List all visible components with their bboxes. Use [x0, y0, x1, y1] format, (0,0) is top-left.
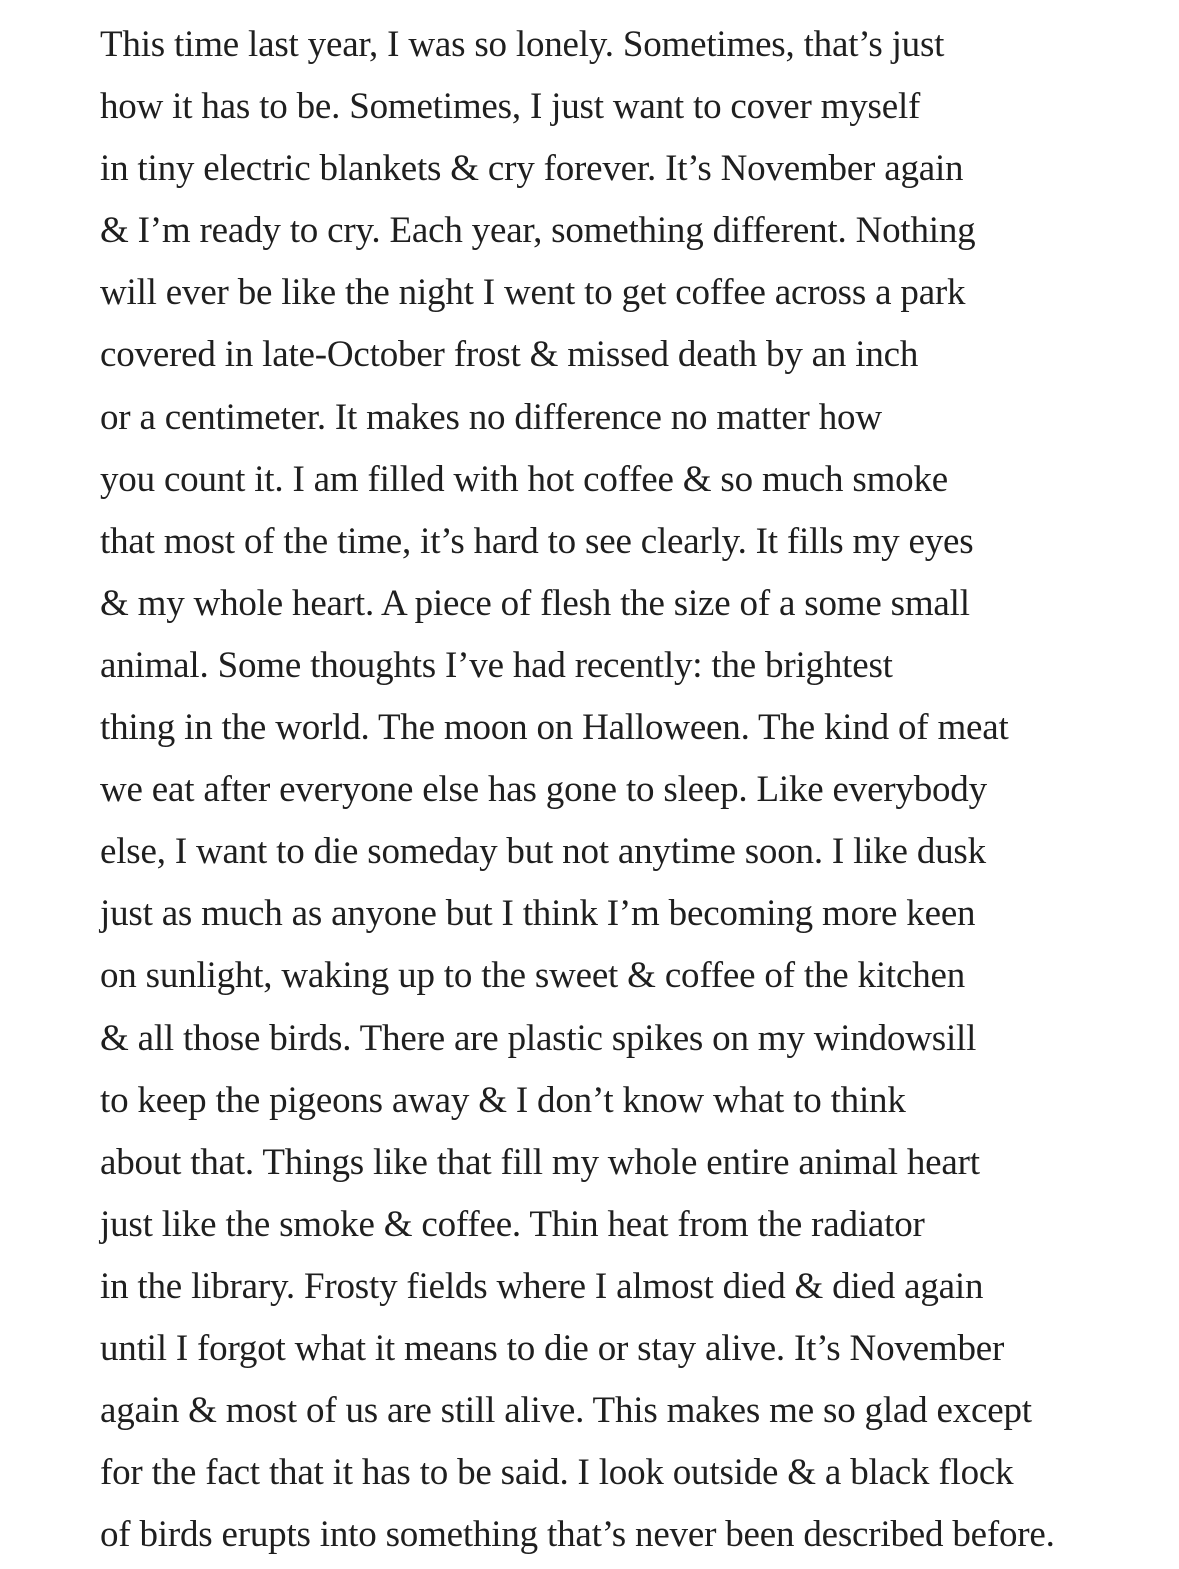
poem-line: in the library. Frosty fields where I almost died & died again — [100, 1265, 984, 1307]
poem-line: we eat after everyone else has gone to sleep. Like everybody — [100, 769, 987, 811]
poem-line: or a centimeter. It makes no difference no matter how — [100, 396, 882, 438]
poem-line: else, I want to die someday but not anytime soon. I like dusk — [100, 831, 986, 873]
poem-line: you count it. I am filled with hot coffee & so much smoke — [100, 458, 949, 500]
poem-line: will ever be like the night I went to get coffee across a park — [100, 272, 966, 314]
poem-line: & my whole heart. A piece of flesh the size of a some small — [100, 582, 970, 624]
poem-line: about that. Things like that fill my whole entire animal heart — [100, 1141, 980, 1183]
poem-line: for the fact that it has to be said. I look outside & a black flock — [100, 1452, 1014, 1494]
poem-line: in tiny electric blankets & cry forever. It’s November again — [100, 148, 964, 190]
poem-line: This time last year, I was so lonely. Sometimes, that’s just — [100, 24, 945, 65]
poem-line: animal. Some thoughts I’ve had recently: the brightest — [100, 644, 893, 686]
poem-line: covered in late-October frost & missed death by an inch — [100, 334, 919, 376]
poem-line: that most of the time, it’s hard to see clearly. It fills my eyes — [100, 520, 974, 562]
poem-line: just as much as anyone but I think I’m becoming more keen — [100, 893, 976, 935]
poem-line: until I forgot what it means to die or stay alive. It’s November — [100, 1327, 1005, 1369]
poem-line: thing in the world. The moon on Halloween. The kind of meat — [100, 707, 1009, 749]
poem-line: of birds erupts into something that’s never been described before. — [100, 1514, 1055, 1556]
poem-line: & I’m ready to cry. Each year, something different. Nothing — [100, 210, 976, 252]
poem-line: on sunlight, waking up to the sweet & coffee of the kitchen — [100, 955, 966, 997]
poem-line: how it has to be. Sometimes, I just want to cover myself — [100, 86, 921, 128]
poem-line: just like the smoke & coffee. Thin heat from the radiator — [100, 1203, 925, 1245]
poem-line: & all those birds. There are plastic spikes on my windowsill — [100, 1017, 977, 1059]
poem-line: again & most of us are still alive. This makes me so glad except — [100, 1390, 1032, 1432]
poem-text-block — [100, 14, 1160, 1566]
poem-line: to keep the pigeons away & I don’t know what to think — [100, 1079, 906, 1121]
